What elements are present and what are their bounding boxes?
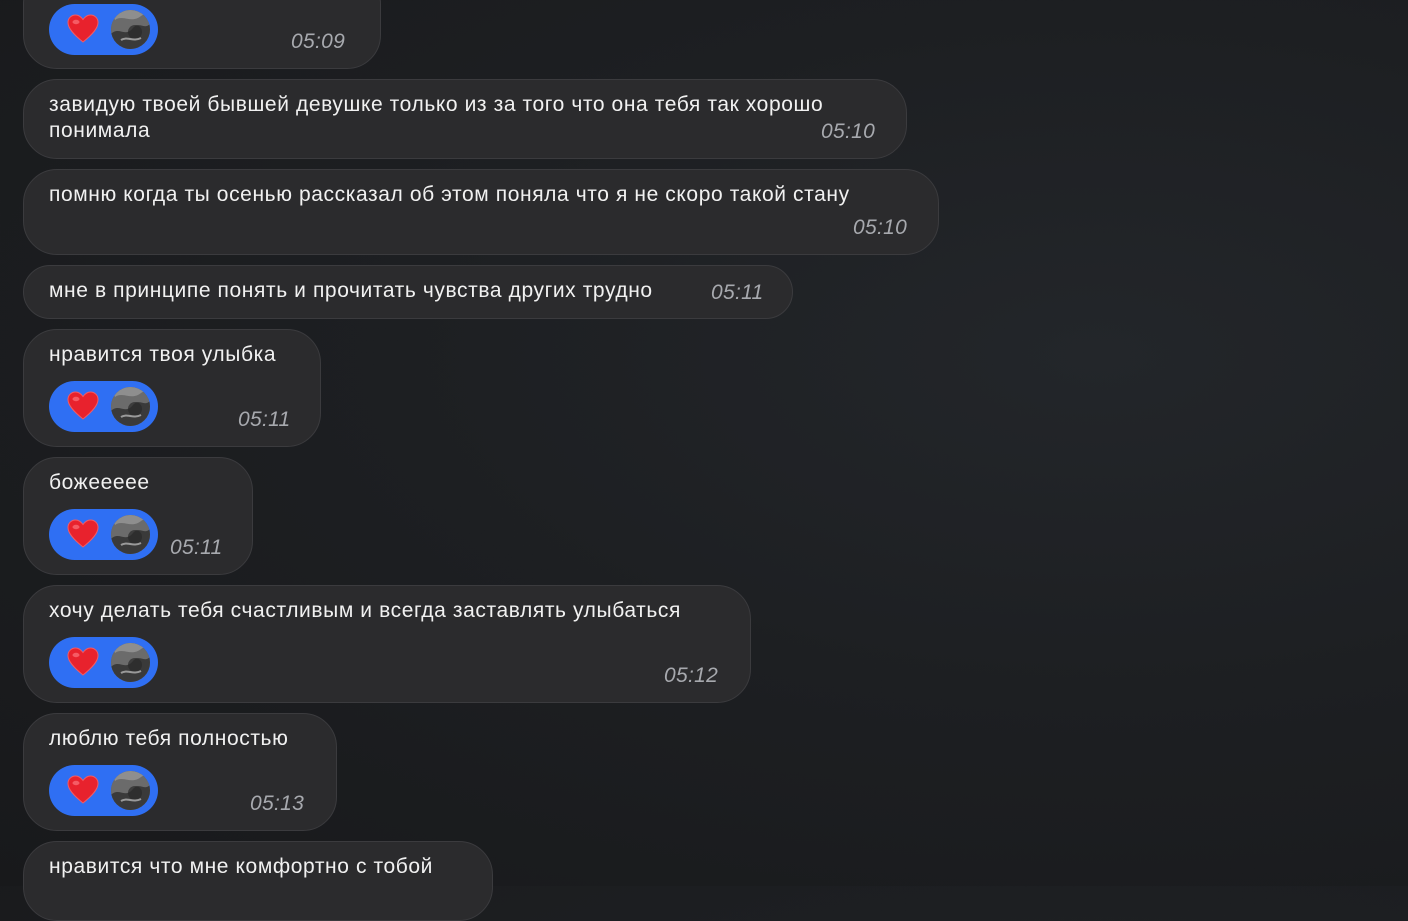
message-time: 05:10 <box>821 120 876 143</box>
message-bubble[interactable] <box>23 457 253 575</box>
message-bubble[interactable] <box>23 585 751 703</box>
avatar <box>111 515 150 554</box>
message-time: 05:10 <box>853 216 908 239</box>
message-bubble[interactable] <box>23 0 381 69</box>
message-time: 05:11 <box>711 281 764 304</box>
avatar <box>111 387 150 426</box>
message-text: помню когда ты осенью рассказал об этом поняла что я не скоро такой стану <box>49 183 850 206</box>
message-bubble[interactable] <box>23 841 493 921</box>
message-bubble[interactable] <box>23 169 939 255</box>
avatar <box>111 643 150 682</box>
message-text: завидую твоей бывшей девушке только из за того что она тебя так хорошо <box>49 93 824 116</box>
message-bubble[interactable] <box>23 329 321 447</box>
heart-icon <box>67 647 99 677</box>
reaction-badge[interactable] <box>49 4 158 55</box>
message-text-line2: понимала <box>49 119 151 142</box>
heart-icon <box>67 775 99 805</box>
avatar <box>111 771 150 810</box>
avatar <box>111 10 150 49</box>
reaction-badge[interactable] <box>49 637 158 688</box>
heart-icon <box>67 391 99 421</box>
message-time: 05:11 <box>238 408 291 431</box>
message-text: нравится твоя улыбка <box>49 343 277 366</box>
message-bubble[interactable] <box>23 79 907 159</box>
message-bubble[interactable] <box>23 265 793 319</box>
message-text: мне в принципе понять и прочитать чувства других трудно <box>49 279 653 302</box>
reaction-badge[interactable] <box>49 381 158 432</box>
reaction-badge[interactable] <box>49 509 158 560</box>
message-text: божеееее <box>49 471 150 494</box>
reaction-badge[interactable] <box>49 765 158 816</box>
message-time: 05:13 <box>250 792 305 815</box>
message-text: нравится что мне комфортно с тобой <box>49 855 433 878</box>
message-time: 05:11 <box>170 536 223 559</box>
message-text: люблю тебя полностью <box>49 727 289 750</box>
message-text: хочу делать тебя счастливым и всегда заставлять улыбаться <box>49 599 681 622</box>
message-bubble[interactable] <box>23 713 337 831</box>
heart-icon <box>67 14 99 44</box>
message-time: 05:09 <box>291 30 346 53</box>
heart-icon <box>67 519 99 549</box>
message-time: 05:12 <box>664 664 719 687</box>
